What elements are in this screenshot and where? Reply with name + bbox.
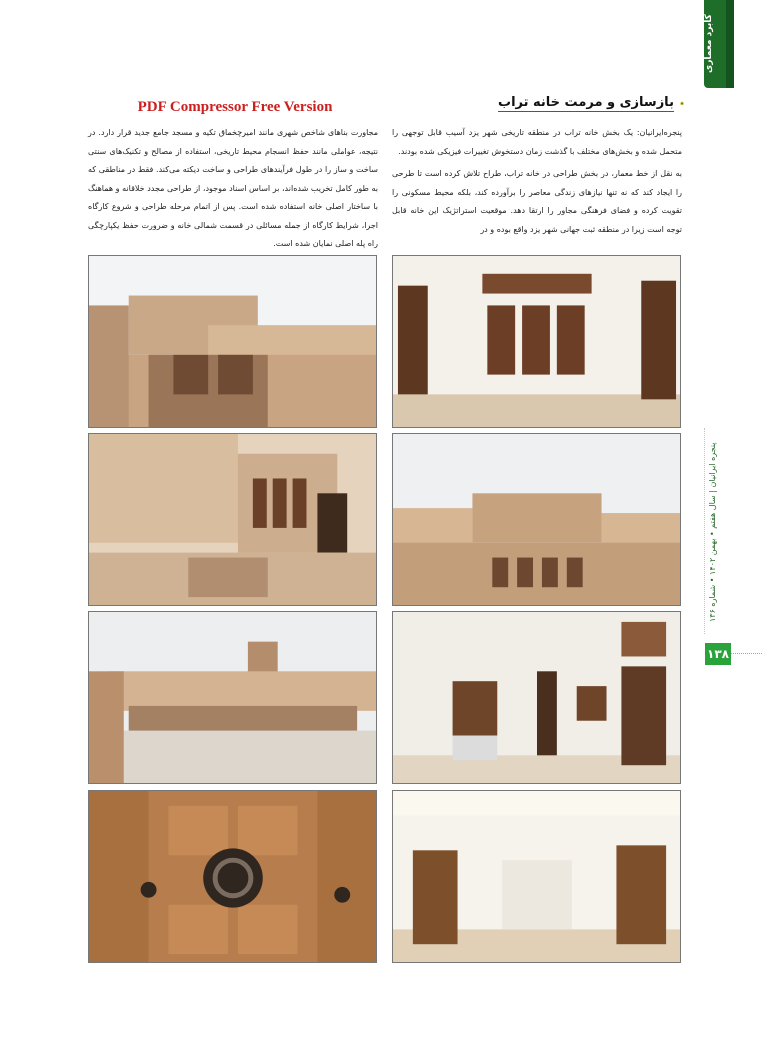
watermark: PDF Compressor Free Version <box>137 99 333 115</box>
photo-courtyard-windows <box>88 433 377 606</box>
photo-rooftop-courtyard <box>88 255 377 428</box>
photo-door-knocker <box>88 790 377 963</box>
photo-interior-wooden-doors <box>392 790 681 963</box>
article-title: بازسازی و مرمت خانه تراب <box>498 94 674 110</box>
paragraph: مجاورت بناهای شاخص شهری مانند امیرچخماق تکیه و مسجد جامع جدید قرار دارد. در نتیجه، عواملی مانند حفظ انسجام محیط تاریخی، استفاده از مصالح و تکنیک‌های سنتی ساخت و ساز را در طول فرآیندهای طراحی و ساخت دیکته می‌کند. فقط در مناطقی که به طور کامل تخریب شده‌اند، بر اساس اسناد موجود، از طراحی مجدد خلاقانه و هماهنگ با ساختار اصلی خانه استفاده شده است. پس از اتمام مرحله طراحی و شروع کارگاه اجرا، شرایط کارگاه از جمله مسائلی در قسمت شمالی خانه و ضرورت حفظ یکپارچگی راه پله اصلی نمایان شده است. <box>88 128 378 248</box>
photo-rooftop-facade <box>392 433 681 606</box>
photo-interior-domed <box>392 611 681 784</box>
paragraph: به نقل از خط معمار، در بخش طراحی در خانه تراب، طراح تلاش کرده است تا طرحی را ایجاد کند که نه تنها نیازهای زندگی معاصر را برآورده کند، بلکه محیط مسکونی را تقویت کرده و فضای فرهنگی مجاور را ارتقا دهد. موقعیت استراتژیک این خانه قابل توجه است زیرا در منطقه ثبت جهانی شهر یزد واقع بوده و در <box>392 169 682 234</box>
text-column-left <box>88 124 378 258</box>
journal-info: پنجره ایرانیان | سال هفتم • بهمن ۱۴۰۲ • شماره ۱۳۶ <box>708 442 717 622</box>
text-column-right <box>392 124 682 243</box>
page-number: ۱۳۸ <box>705 643 731 665</box>
building-icon <box>680 94 684 112</box>
photo-interior-doors <box>392 255 681 428</box>
paragraph: پنجره‌ایرانیان: یک بخش خانه تراب در منطقه تاریخی شهر یزد آسیب قابل توجهی را متحمل شده و بخش‌های مختلف با گذشت زمان دستخوش تغییرات فیزیکی شده بودند. <box>392 128 682 156</box>
article-title-block <box>498 91 684 115</box>
photo-roof-windcatcher <box>88 611 377 784</box>
section-tab-label: کابرد معماری <box>704 14 714 74</box>
page-number-rule <box>731 653 762 654</box>
